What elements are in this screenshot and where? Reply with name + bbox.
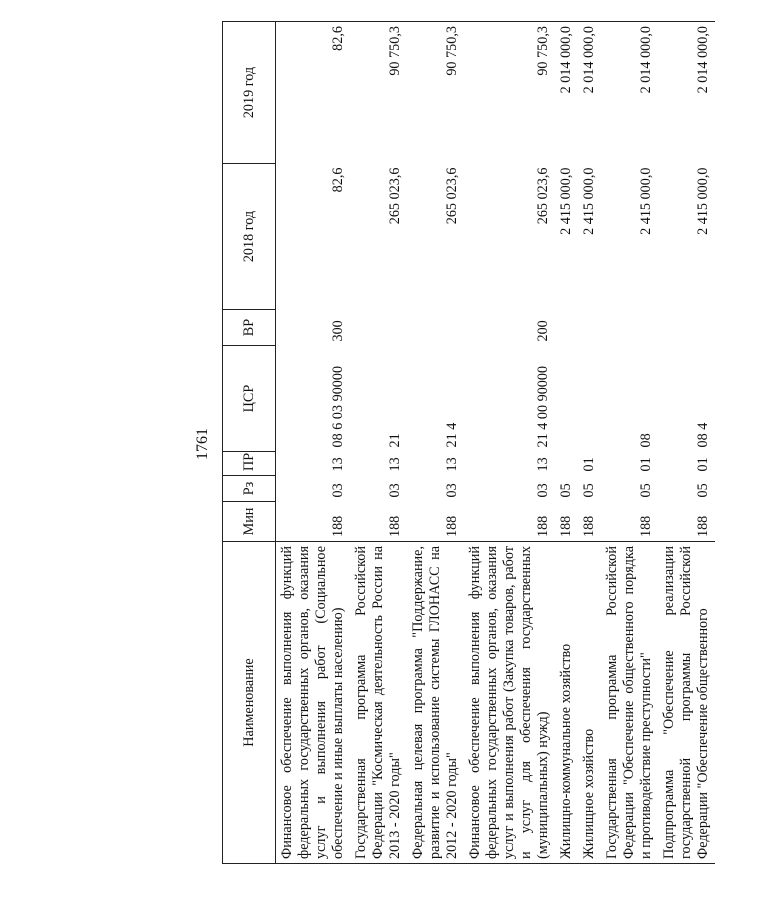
row-2019: 2 014 000,0 — [601, 22, 658, 164]
row-2018: 265 023,6 — [535, 167, 551, 225]
row-pr: 13 — [387, 457, 403, 472]
header-rz: Рз — [223, 476, 276, 502]
row-min: 188 — [555, 502, 578, 542]
row-vr — [578, 310, 601, 346]
row-vr — [658, 310, 715, 346]
row-pr: 13 — [330, 457, 346, 472]
row-2018: 265 023,6 — [444, 167, 460, 225]
table-row — [464, 22, 555, 864]
row-rz: 05 — [695, 483, 711, 498]
budget-table — [222, 21, 715, 864]
row-2019: 90 750,3 — [407, 22, 464, 164]
table-header-row — [223, 22, 276, 864]
row-2018: 265 023,6 — [387, 167, 403, 225]
table-row — [578, 22, 601, 864]
row-pr: 13 — [444, 457, 460, 472]
row-csr — [555, 346, 578, 452]
header-2019: 2019 год — [223, 22, 276, 164]
row-name: Федеральная целевая программа "Поддержание, развитие и использование системы ГЛОНАСС на 2012 - 2020 годы" — [407, 542, 464, 864]
row-pr: 01 — [638, 457, 654, 472]
row-name: Финансовое обеспечение выполнения функций федеральных государственных органов, оказания услуг и выполнения работ (Социальное обеспечение и иные выплаты населению) — [276, 542, 351, 864]
table-row — [407, 22, 464, 864]
row-2018: 2 415 000,0 — [581, 167, 597, 235]
row-name: Государственная программа Российской Федерации "Космическая деятельность России на 2013 - 2020 годы" — [350, 542, 407, 864]
row-name: Государственная программа Российской Федерации "Обеспечение общественного порядка и противодействие преступности" — [601, 542, 658, 864]
row-rz: 03 — [535, 483, 551, 498]
row-name: Жилищно-коммунальное хозяйство — [555, 542, 578, 864]
row-rz: 03 — [387, 483, 403, 498]
table-row — [350, 22, 407, 864]
document-page — [194, 12, 760, 892]
row-min: 188 — [658, 502, 715, 542]
row-name: Подпрограмма "Обеспечение реализации государственной программы Российской Федерации "Обеспечение общественного — [658, 542, 715, 864]
row-min: 188 — [578, 502, 601, 542]
row-2019: 90 750,3 — [464, 22, 555, 164]
row-2019: 90 750,3 — [350, 22, 407, 164]
row-rz: 05 — [638, 483, 654, 498]
row-2019: 2 014 000,0 — [555, 22, 578, 164]
row-vr: 300 — [330, 320, 346, 342]
header-csr: ЦСР — [223, 346, 276, 452]
page-number: 1761 — [194, 428, 211, 460]
row-csr — [578, 346, 601, 452]
table-row — [601, 22, 658, 864]
row-csr: 08 — [638, 433, 654, 448]
row-rz: 05 — [581, 483, 597, 498]
row-vr — [555, 310, 578, 346]
row-2019: 2 014 000,0 — [578, 22, 601, 164]
row-rz: 05 — [558, 483, 574, 498]
row-csr: 08 6 03 90000 — [330, 365, 346, 448]
row-name: Финансовое обеспечение выполнения функций федеральных государственных органов, оказания услуг и выполнения работ (Закупка товаров, работ и услуг для обеспечения государственных (муниципальных) нужд) — [464, 542, 555, 864]
header-name: Наименование — [223, 542, 276, 864]
row-pr: 01 — [581, 457, 597, 472]
row-2018: 2 415 000,0 — [695, 167, 711, 235]
table-row — [555, 22, 578, 864]
row-2018: 82,6 — [330, 167, 346, 193]
header-vr: ВР — [223, 310, 276, 346]
row-pr — [555, 452, 578, 476]
row-rz: 03 — [330, 483, 346, 498]
header-min: Мин — [223, 502, 276, 542]
row-2018: 2 415 000,0 — [558, 167, 574, 235]
row-csr: 21 — [387, 433, 403, 448]
row-vr — [601, 310, 658, 346]
row-2018: 2 415 000,0 — [638, 167, 654, 235]
row-min: 188 — [601, 502, 658, 542]
row-pr: 13 — [535, 457, 551, 472]
row-2019: 2 014 000,0 — [658, 22, 715, 164]
row-min: 188 — [276, 502, 351, 542]
header-2018: 2018 год — [223, 164, 276, 310]
row-min: 188 — [407, 502, 464, 542]
table-row — [276, 22, 351, 864]
table-row — [658, 22, 715, 864]
row-min: 188 — [350, 502, 407, 542]
row-csr: 08 4 — [695, 422, 711, 448]
row-name: Жилищное хозяйство — [578, 542, 601, 864]
row-rz: 03 — [444, 483, 460, 498]
row-vr — [407, 310, 464, 346]
row-pr: 01 — [695, 457, 711, 472]
row-vr — [350, 310, 407, 346]
row-2019: 82,6 — [276, 22, 351, 164]
header-pr: ПР — [223, 452, 276, 476]
row-csr: 21 4 00 90000 — [535, 365, 551, 448]
row-csr: 21 4 — [444, 422, 460, 448]
row-vr: 200 — [535, 320, 551, 342]
row-min: 188 — [464, 502, 555, 542]
